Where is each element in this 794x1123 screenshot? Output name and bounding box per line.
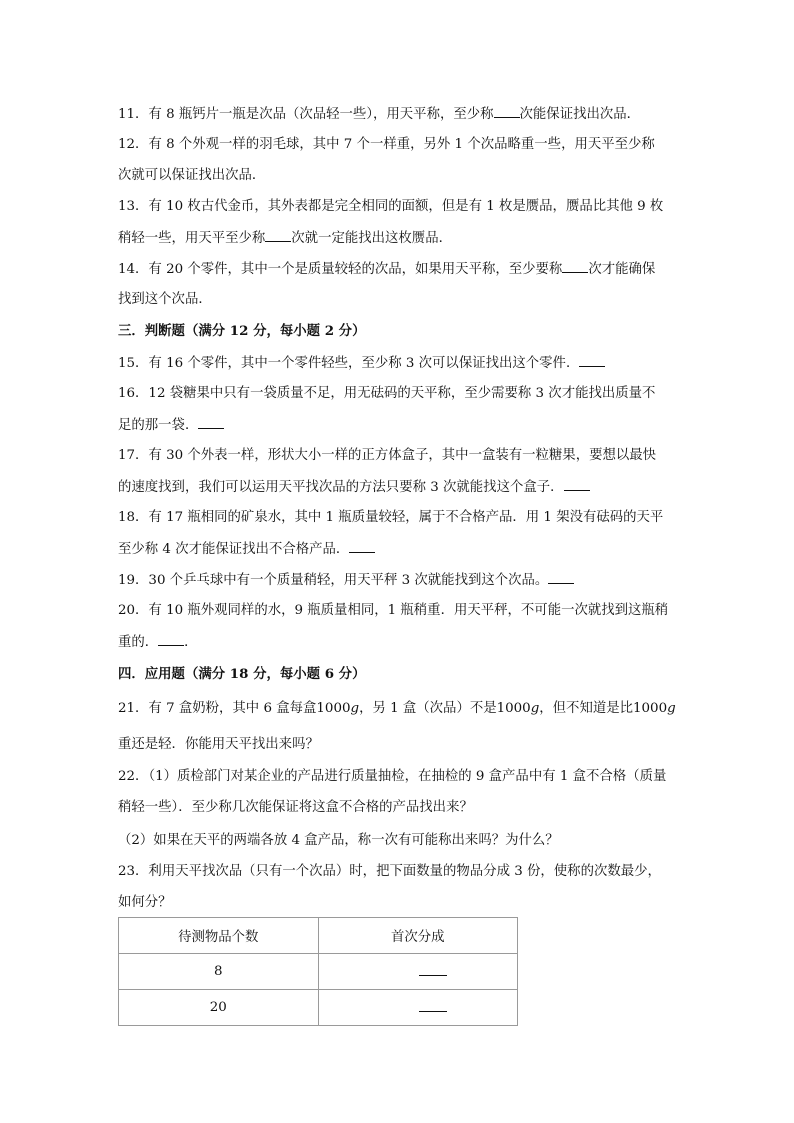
table-header-cell: 待测物品个数 (119, 918, 319, 954)
section-heading-3: 三．判断题（满分 12 分，每小题 2 分） (118, 323, 366, 339)
answer-blank[interactable] (349, 540, 375, 553)
q16-text-end: 足的那一袋． (118, 418, 199, 433)
answer-blank[interactable] (419, 999, 447, 1012)
question-11 (118, 105, 678, 124)
question-21-line1 (118, 700, 678, 718)
section-heading-4: 四．应用题（满分 18 分，每小题 6 分） (118, 666, 366, 682)
question-13-line1 (118, 198, 678, 216)
question-22-line2 (118, 799, 678, 817)
question-22-line3 (118, 832, 678, 850)
table-cell: 8 (119, 954, 319, 990)
q17-text: 17．有 30 个外表一样，形状大小一样的正方体盒子，其中一盒装有一粒糖果，要想以最快 (118, 448, 657, 463)
q19-text: 19．30 个乒乓球中有一个质量稍轻，用天平秤 3 次就能找到这个次品。 (118, 573, 549, 588)
split-table (118, 917, 518, 1026)
table-row (119, 954, 518, 990)
q20-text-end: 重的． (118, 635, 159, 650)
question-14-line2 (118, 291, 678, 309)
table-header-cell: 首次分成 (318, 918, 518, 954)
question-15 (118, 354, 678, 373)
q20-period: ． (184, 635, 198, 650)
question-17-line2 (118, 478, 678, 497)
q21-text-c: ，但不知道是比 (539, 701, 634, 716)
answer-blank[interactable] (564, 478, 590, 491)
answer-blank[interactable] (158, 633, 184, 646)
q18-text-end: 至少称 4 次才能保证找出不合格产品． (118, 542, 350, 557)
table-header-row (119, 918, 518, 954)
question-22-line1 (118, 768, 678, 786)
question-20-line2 (118, 633, 678, 652)
q12-text: 12．有 8 个外观一样的羽毛球，其中 7 个一样重，另外 1 个次品略重一些，用天平至少称 (118, 137, 655, 152)
q14-text-end: 找到这个次品． (118, 292, 212, 307)
question-23-line2 (118, 894, 678, 912)
question-16-line1 (118, 385, 678, 403)
question-23-line1 (118, 863, 678, 881)
q18-text: 18．有 17 瓶相同的矿泉水，其中 1 瓶质量较轻，属于不合格产品．用 1 架没有砝码的天平 (118, 510, 664, 525)
answer-blank[interactable] (548, 571, 574, 584)
answer-blank[interactable] (419, 963, 447, 976)
question-21-line2 (118, 736, 678, 754)
q21-text-b: ，另 1 盒（次品）不是 (359, 701, 497, 716)
q23-text-end: 如何分？ (118, 895, 172, 910)
q14-text-pre: 14．有 20 个零件，其中一个是质量较轻的次品，如果用天平称，至少要称 (118, 262, 563, 277)
q22-text-3: （2）如果在天平的两端各放 4 盒产品，称一次有可能称出来吗？为什么？ (118, 833, 559, 848)
question-12-line1 (118, 136, 678, 154)
table-row (119, 990, 518, 1026)
question-12-line2 (118, 167, 678, 185)
q21-text-end: 重还是轻．你能用天平找出来吗？ (118, 737, 319, 752)
answer-blank[interactable] (494, 105, 520, 118)
question-18-line2 (118, 540, 678, 559)
q14-text-post: 次才能确保 (588, 262, 656, 277)
answer-blank[interactable] (562, 260, 588, 273)
q21-unit: g (667, 701, 676, 716)
q11-text: 11．有 8 瓶钙片一瓶是次品（次品轻一些），用天平称，至少称 (118, 107, 494, 122)
question-14-line1 (118, 260, 678, 279)
q20-text: 20．有 10 瓶外观同样的水，9 瓶质量相同，1 瓶稍重．用天平秤，不可能一次就找到这瓶稍 (118, 603, 669, 618)
q22-text: 22．（1）质检部门对某企业的产品进行质量抽检，在抽检的 9 盒产品中有 1 盒不合格（质量 (118, 769, 667, 784)
question-18-line1 (118, 509, 678, 527)
answer-blank[interactable] (579, 354, 605, 367)
answer-blank[interactable] (265, 229, 291, 242)
q21-mass: 1000 (633, 701, 668, 716)
q21-text-a: 21．有 7 盒奶粉，其中 6 盒每盒 (118, 701, 317, 716)
table-cell: 20 (119, 990, 319, 1026)
q21-mass: 1000 (316, 701, 351, 716)
q21-unit: g (530, 701, 540, 716)
question-13-line2 (118, 229, 678, 248)
table-answer-cell[interactable] (318, 954, 518, 990)
q17-text-end: 的速度找到，我们可以运用天平找次品的方法只要称 3 次就能找这个盒子． (118, 480, 564, 495)
q12-text-end: 次就可以保证找出次品． (118, 168, 266, 183)
q22-text-2: 稍轻一些）．至少称几次能保证将这盒不合格的产品找出来？ (118, 800, 473, 815)
answer-blank[interactable] (198, 416, 224, 429)
q13-text-post: 次就一定能找出这枚赝品． (291, 231, 452, 246)
table-answer-cell[interactable] (318, 990, 518, 1026)
q23-text: 23．利用天平找次品（只有一个次品）时，把下面数量的物品分成 3 份，使称的次数最少， (118, 864, 661, 879)
q13-text-pre: 稍轻一些，用天平至少称 (118, 231, 266, 246)
question-17-line1 (118, 447, 678, 465)
question-20-line1 (118, 602, 678, 620)
q11-text-end: 次能保证找出次品． (519, 107, 641, 122)
q13-text: 13．有 10 枚古代金币，其外表都是完全相同的面额，但是有 1 枚是赝品，赝品比其他 9 枚 (118, 199, 664, 214)
question-19 (118, 571, 678, 590)
q21-unit: g (350, 701, 360, 716)
q21-mass: 1000 (496, 701, 531, 716)
question-16-line2 (118, 416, 678, 435)
q16-text: 16．12 袋糖果中只有一袋质量不足，用无砝码的天平称，至少需要称 3 次才能找出质量不 (118, 386, 656, 401)
q15-text: 15．有 16 个零件，其中一个零件轻些，至少称 3 次可以保证找出这个零件． (118, 356, 580, 371)
